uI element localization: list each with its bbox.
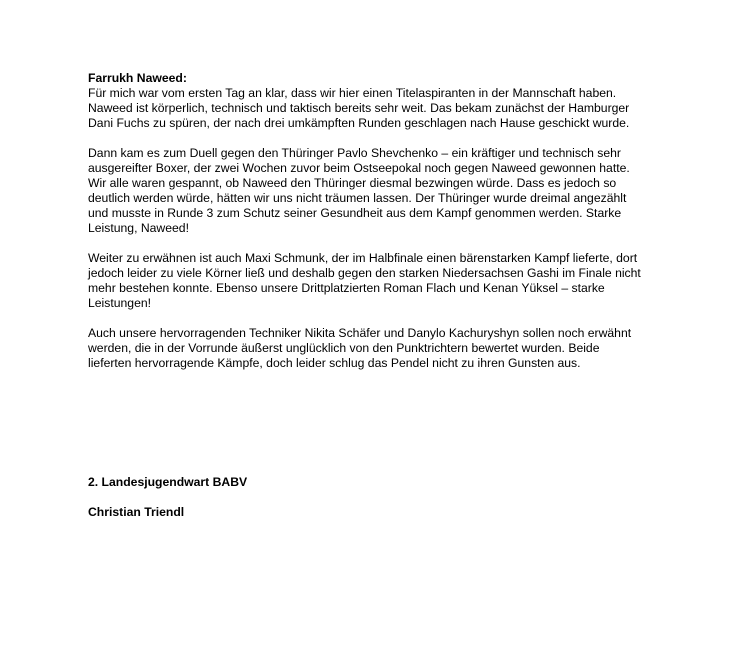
section-heading: Farrukh Naweed: <box>88 71 187 85</box>
signature-role: 2. Landesjugendwart BABV <box>88 475 248 489</box>
document-body <box>88 71 668 371</box>
signature-name: Christian Triendl <box>88 505 185 519</box>
signature-block <box>88 475 668 520</box>
paragraph-intro: Für mich war vom ersten Tag an klar, dass wir hier einen Titelaspiranten in der Mannschaft haben. Naweed ist körperlich, technisch und taktisch bereits sehr weit. Das bekam zunächst der Hamburger Dani Fuchs zu spüren, der nach drei umkämpften Runden geschlagen nach Hause geschickt wurde. <box>88 86 630 130</box>
paragraph-technicians: Auch unsere hervorragenden Techniker Nikita Schäfer und Danylo Kachuryshyn sollen noch erwähnt werden, die in der Vorrunde äußerst unglücklich von den Punktrichtern bewertet wurden. Beide lieferten hervorragende Kämpfe, doch leider schlug das Pendel nicht zu ihren Gunsten aus. <box>88 326 632 370</box>
paragraph-duel: Dann kam es zum Duell gegen den Thüringer Pavlo Shevchenko – ein kräftiger und technisch sehr ausgereifter Boxer, der zwei Wochen zuvor beim Ostseepokal noch gegen Naweed gewonnen hatte. Wir alle waren gespannt, ob Naweed den Thüringer diesmal bezwingen würde. Dass es jedoch so deutlich werden würde, hätten wir uns nicht träumen lassen. Der Thüringer wurde dreimal angezählt und musste in Runde 3 zum Schutz seiner Gesundheit aus dem Kampf genommen werden. Starke Leistung, Naweed! <box>88 146 630 235</box>
paragraph-others: Weiter zu erwähnen ist auch Maxi Schmunk, der im Halbfinale einen bärenstarken Kampf lieferte, dort jedoch leider zu viele Körner ließ und deshalb gegen den starken Niedersachsen Gashi im Finale nicht mehr bestehen konnte. Ebenso unsere Drittplatzierten Roman Flach und Kenan Yüksel – starke Leistungen! <box>88 251 641 310</box>
